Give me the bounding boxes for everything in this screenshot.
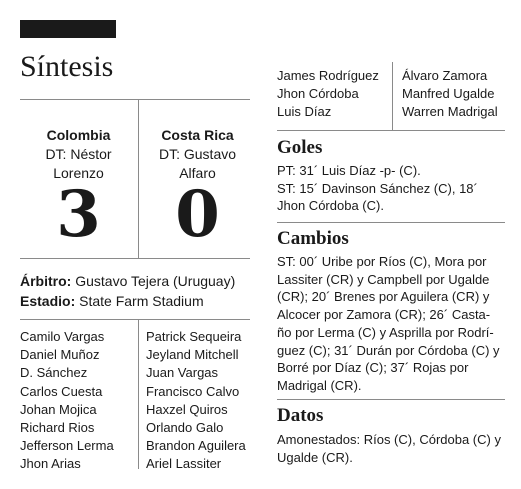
home-team-name: Colombia (46, 127, 111, 143)
list-item: Patrick Sequeira (146, 329, 242, 344)
list-item: Johan Mojica (20, 401, 97, 417)
list-item: Camilo Vargas (20, 329, 105, 344)
referee-label: Árbitro: (20, 273, 72, 289)
goles-line: Jhon Córdoba (C). (277, 198, 384, 214)
cambios-body (277, 253, 500, 395)
cambios-line: Alcocer por Zamora (CR); 26´ Casta- (277, 307, 491, 323)
home-coach-line2: Lorenzo (53, 165, 104, 181)
list-item: Jhon Arias (20, 456, 81, 472)
home-players-cont (277, 67, 379, 122)
datos-heading: Datos (277, 405, 324, 426)
list-item: Brandon Aguilera (146, 438, 246, 454)
list-item: Francisco Calvo (146, 383, 240, 399)
away-team (139, 126, 256, 183)
divider-top (20, 99, 250, 100)
divider-players-cont (392, 62, 393, 130)
list-item: Carlos Cuesta (20, 383, 103, 399)
home-players-list (20, 328, 114, 474)
datos-line: Amonestados: Ríos (C), Córdoba (C) y (277, 432, 501, 447)
list-item: Jeyland Mitchell (146, 347, 239, 363)
stadium-value: State Farm Stadium (79, 293, 204, 309)
referee-value: Gustavo Tejera (Uruguay) (75, 273, 236, 289)
cambios-line: Madrigal (CR). (277, 377, 362, 393)
divider-info (20, 319, 250, 320)
divider-cambios (277, 222, 505, 223)
home-team (20, 126, 137, 183)
away-score: 0 (175, 177, 220, 252)
away-players-cont (402, 67, 498, 122)
list-item: Orlando Galo (146, 420, 224, 436)
list-item: Ariel Lassiter (146, 456, 222, 472)
list-item: Warren Madrigal (402, 104, 498, 120)
home-coach-line1: DT: Néstor (45, 146, 112, 162)
divider-goles (277, 130, 505, 131)
list-item: Manfred Ugalde (402, 86, 495, 102)
goles-body (277, 162, 478, 215)
list-item: Richard Rios (20, 420, 95, 436)
cambios-line: Lassiter (CR) y Campbell por Ugalde (277, 271, 490, 287)
cambios-line: (CR); 20´ Brenes por Aguilera (CR) y (277, 289, 490, 305)
list-item: Jhon Córdoba (277, 86, 359, 102)
list-item: Daniel Muñoz (20, 347, 100, 363)
cambios-line: Borré por Díaz (C); 37´ Rojas por (277, 360, 469, 376)
cambios-line: guez (C); 31´ Durán por Córdoba (C) y (277, 342, 500, 358)
list-item: Álvaro Zamora (402, 68, 488, 83)
divider-players (138, 319, 139, 469)
cambios-heading: Cambios (277, 228, 349, 249)
home-score: 3 (56, 177, 101, 252)
stadium-label: Estadio: (20, 293, 76, 309)
page-title: Síntesis (20, 50, 114, 83)
away-coach-line1: DT: Gustavo (158, 146, 237, 162)
list-item: Jefferson Lerma (20, 438, 114, 454)
away-coach-line2: Alfaro (179, 165, 216, 181)
away-players-list (146, 328, 246, 474)
goles-heading: Goles (277, 137, 323, 158)
datos-body (277, 431, 501, 466)
goles-line: PT: 31´ Luis Díaz -p- (C). (277, 163, 421, 178)
cambios-line: ño por Lerma (C) y Asprilla por Rodrí- (277, 324, 494, 340)
goles-line: ST: 15´ Davinson Sánchez (C), 18´ (277, 180, 478, 196)
datos-line: Ugalde (CR). (277, 449, 353, 465)
list-item: Juan Vargas (146, 365, 219, 381)
cambios-line: ST: 00´ Uribe por Ríos (C), Mora por (277, 254, 487, 269)
divider-datos (277, 399, 505, 400)
list-item: D. Sánchez (20, 365, 88, 381)
divider-score (20, 258, 250, 259)
header-bar (20, 20, 116, 38)
referee-line (20, 271, 235, 291)
list-item: Luis Díaz (277, 104, 332, 120)
away-team-name: Costa Rica (161, 127, 234, 143)
list-item: Haxzel Quiros (146, 401, 228, 417)
list-item: James Rodríguez (277, 68, 379, 83)
stadium-line (20, 291, 204, 311)
